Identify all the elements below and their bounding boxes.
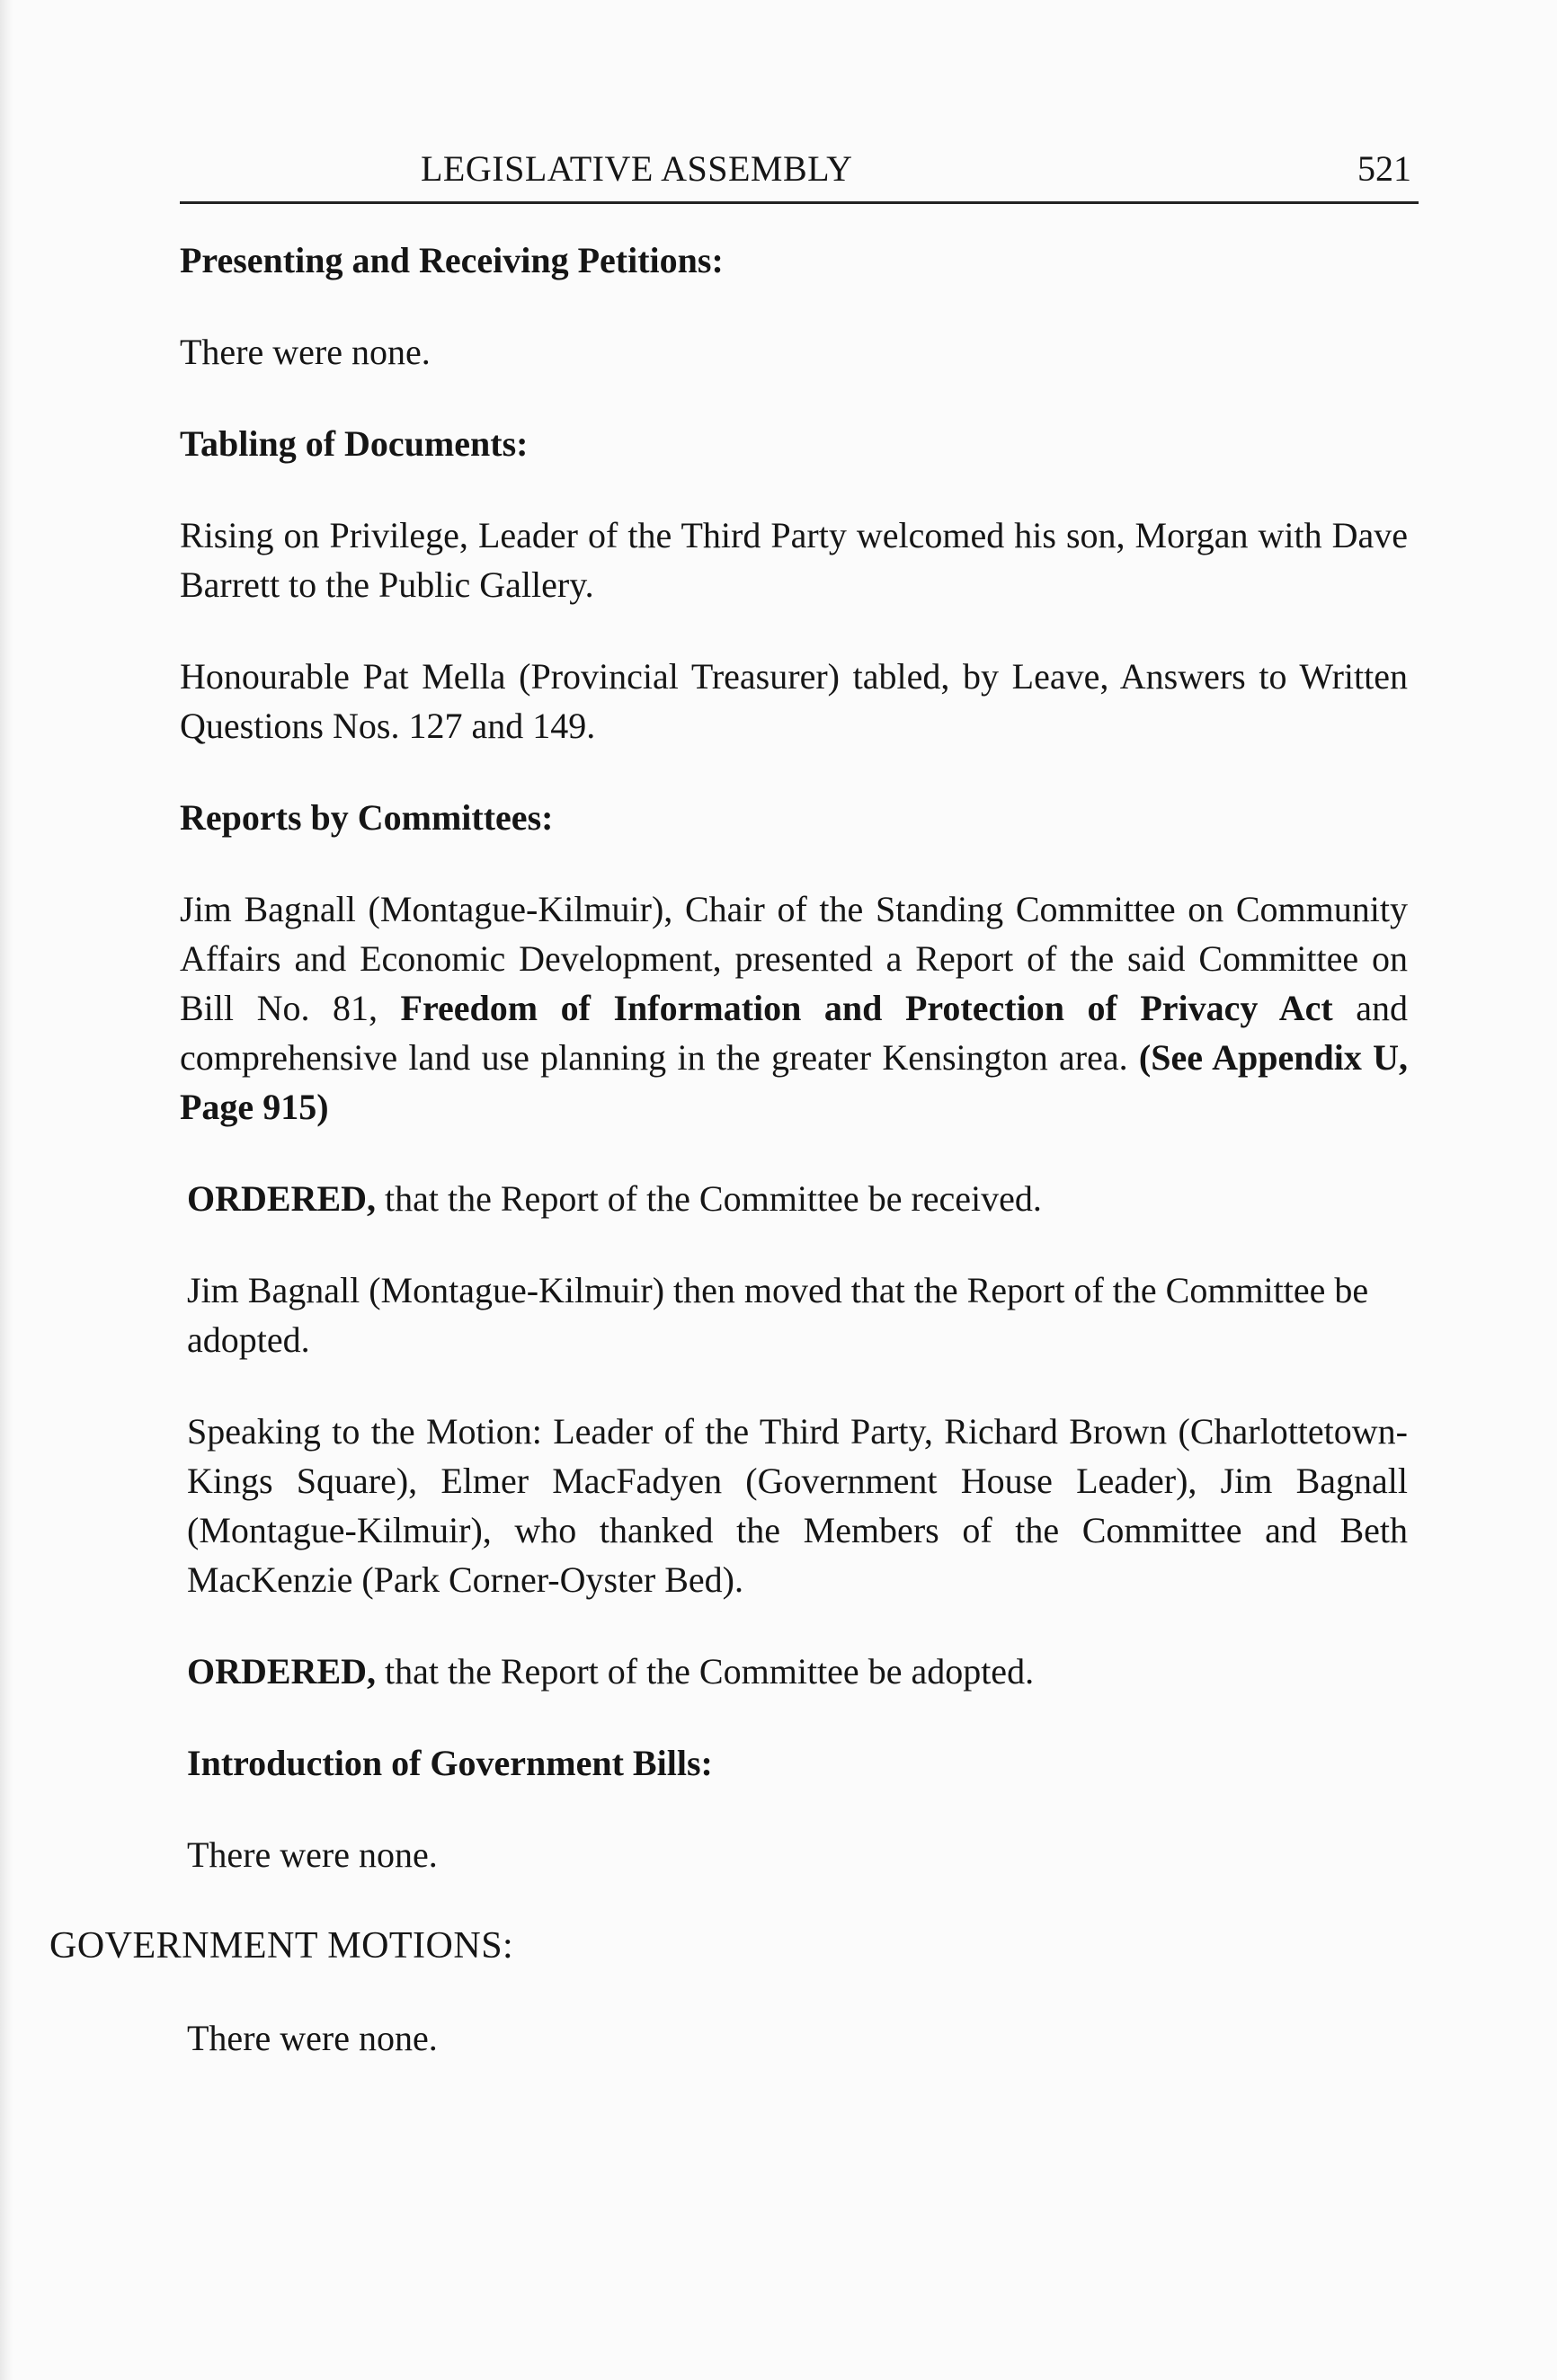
government-motions-text: There were none. [187,2018,438,2058]
ordered-adopted-paragraph [187,1647,1408,1696]
petitions-heading: Presenting and Receiving Petitions: [180,240,724,280]
ordered-adopted-label: ORDERED, [187,1651,377,1692]
government-bills-heading: Introduction of Government Bills: [187,1743,713,1783]
ordered-received-label: ORDERED, [187,1178,377,1219]
appendix-reference: (See Appendix U, Page 915) [180,1037,1408,1127]
committee-report-paragraph [180,884,1408,1132]
committee-report-prefix: Jim Bagnall (Montague-Kilmuir), Chair of the Standing Committee on Community Affairs and Economic Development, presented a Report of the said Committee on Bill No. 81, [180,889,1408,1028]
ordered-received-paragraph [187,1174,1408,1223]
running-title: LEGISLATIVE ASSEMBLY [421,148,853,189]
committees-heading: Reports by Committees: [180,797,554,838]
petitions-text: There were none. [180,332,431,372]
ordered-received-text: that the Report of the Committee be received. [376,1178,1042,1219]
answers-paragraph: Honourable Pat Mella (Provincial Treasurer) tabled, by Leave, Answers to Written Questions Nos. 127 and 149. [180,656,1408,746]
document-content [49,235,1409,2105]
privilege-paragraph: Rising on Privilege, Leader of the Third Party welcomed his son, Morgan with Dave Barrett to the Public Gallery. [180,515,1408,605]
page-edge-shadow [0,0,13,2380]
government-motions-heading: GOVERNMENT MOTIONS: [49,1925,514,1967]
government-bills-text: There were none. [187,1834,438,1875]
page-number: 521 [1357,148,1411,189]
ordered-adopted-text: that the Report of the Committee be adopted. [376,1651,1035,1692]
tabling-heading: Tabling of Documents: [180,423,529,464]
act-title: Freedom of Information and Protection of Privacy Act [400,988,1333,1028]
speaking-paragraph: Speaking to the Motion: Leader of the Third Party, Richard Brown (Charlottetown-Kings Square), Elmer MacFadyen (Government House Leader), Jim Bagnall (Montague-Kilmuir), who thanked the Members of the Committee and Beth MacKenzie (Park Corner-Oyster Bed). [187,1411,1408,1600]
running-header [180,135,1419,204]
moved-paragraph: Jim Bagnall (Montague-Kilmuir) then moved that the Report of the Committee be adopted. [187,1270,1369,1360]
committee-report-middle: and comprehensive land use planning in the greater Kensington area. [180,988,1409,1078]
